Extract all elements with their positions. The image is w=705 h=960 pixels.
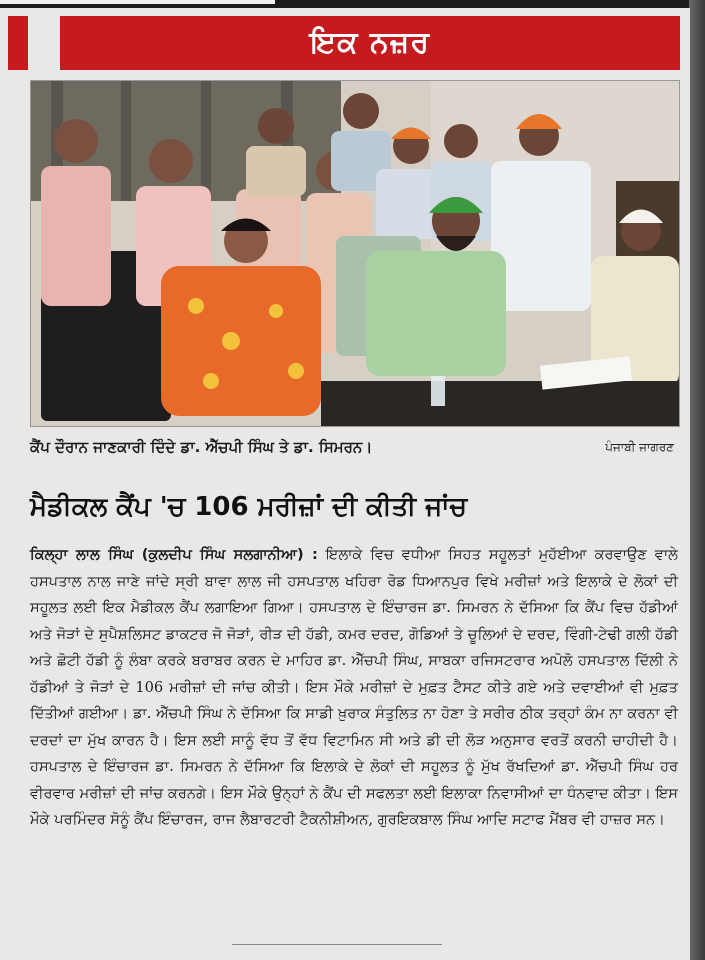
article-dateline: ਕਿਲ੍ਹਾ ਲਾਲ ਸਿੰਘ (ਕੁਲਦੀਪ ਸਿੰਘ ਸਲਗਾਨੀਆ) : xyxy=(30,546,318,563)
article-body xyxy=(30,542,678,834)
section-header xyxy=(8,16,680,70)
end-rule xyxy=(232,944,442,945)
header-gap xyxy=(28,16,60,70)
top-bar xyxy=(0,0,705,8)
article-headline: ਮੈਡੀਕਲ ਕੈਂਪ 'ਚ 106 ਮਰੀਜ਼ਾਂ ਦੀ ਕੀਤੀ ਜਾਂਚ xyxy=(30,492,468,522)
newspaper-clipping xyxy=(0,8,690,960)
page-edge xyxy=(689,0,705,960)
caption-row xyxy=(30,434,678,462)
photo-credit: ਪੰਜਾਬੀ ਜਾਗਰਣ xyxy=(605,440,674,454)
photo-illustration xyxy=(31,81,679,426)
section-title: ਇਕ ਨਜ਼ਰ xyxy=(310,25,430,60)
photo-caption: ਕੈਂਪ ਦੌਰਾਨ ਜਾਣਕਾਰੀ ਦਿੰਦੇ ਡਾ. ਐੱਚਪੀ ਸਿੰਘ ਤੇ ਡਾ. ਸਿਮਰਨ। xyxy=(30,438,373,456)
news-photo xyxy=(30,80,680,427)
top-strip xyxy=(0,0,275,4)
article-text: ਇਲਾਕੇ ਵਿਚ ਵਧੀਆ ਸਿਹਤ ਸਹੂਲਤਾਂ ਮੁਹੱਈਆ ਕਰਵਾਉਣ ਵਾਲੇ ਹਸਪਤਾਲ ਨਾਲ ਜਾਣੇ ਜਾਂਦੇ ਸ੍ਰੀ ਬਾਵਾ ਲਾਲ ਜੀ ਹਸਪਤਾਲ ਖਹਿਰਾ ਰੋਡ ਧਿਆਨਪੁਰ ਵਿਖੇ ਮਰੀਜ਼ਾਂ ਅਤੇ ਇਲਾਕੇ ਦੇ ਲੋਕਾਂ ਦੀ ਸਹੂਲਤ ਲਈ ਇਕ ਮੈਡੀਕਲ ਕੈਂਪ ਲਗਾਇਆ ਗਿਆ। ਹਸਪਤਾਲ ਦੇ ਇੰਚਾਰਜ ਡਾ. ਸਿਮਰਨ ਨੇ ਦੱਸਿਆ ਕਿ ਕੈਂਪ ਵਿਚ ਹੱਡੀਆਂ ਅਤੇ ਜੋੜਾਂ ਦੇ ਸੁਪੈਸ਼ਲਿਸਟ ਡਾਕਟਰ ਜੋ ਜੋੜਾਂ, ਰੀੜ ਦੀ ਹੱਡੀ, ਕਮਰ ਦਰਦ, ਗੋਡਿਆਂ ਤੇ ਚੂਲਿਆਂ ਦੇ ਦਰਦ, ਵਿੰਗੀ-ਟੇਢੀ ਗਲੀ ਹੱਡੀ ਅਤੇ ਛੋਟੀ ਹੱਡੀ ਨੂੰ ਲੰਬਾ ਕਰਕੇ ਬਰਾਬਰ ਕਰਨ ਦੇ ਮਾਹਿਰ ਡਾ. ਐੱਚਪੀ ਸਿੰਘ, ਸਾਬਕਾ ਰਜਿਸਟਰਾਰ ਅਪੋਲੋ ਹਸਪਤਾਲ ਦਿੱਲੀ ਨੇ ਹੱਡੀਆਂ ਤੇ ਜੋੜਾਂ ਦੇ 106 ਮਰੀਜ਼ਾਂ ਦੀ ਜਾਂਚ ਕੀਤੀ। ਇਸ ਮੌਕੇ ਮਰੀਜ਼ਾਂ ਦੇ ਮੁਫ਼ਤ ਟੈਸਟ ਕੀਤੇ ਗਏ ਅਤੇ ਦਵਾਈਆਂ ਵੀ ਮੁਫ਼ਤ ਦਿੱਤੀਆਂ ਗਈਆ। ਡਾ. ਐੱਚਪੀ ਸਿੰਘ ਨੇ ਦੱਸਿਆ ਕਿ ਸਾਡੀ ਖ਼ੁਰਾਕ ਸੰਤੁਲਿਤ ਨਾ ਹੋਣਾ ਤੇ ਸਰੀਰ ਠੀਕ ਤਰ੍ਹਾਂ ਕੰਮ ਨਾ ਕਰਨਾ ਵੀ ਦਰਦਾਂ ਦਾ ਮੁੱਖ ਕਾਰਨ ਹੈ। ਇਸ ਲਈ ਸਾਨੂੰ ਵੱਧ ਤੋਂ ਵੱਧ ਵਿਟਾਮਿਨ ਸੀ ਅਤੇ ਡੀ ਦੀ ਲੋੜ ਅਨੁਸਾਰ ਵਰਤੋਂ ਕਰਨੀ ਚਾਹੀਦੀ ਹੈ। ਹਸਪਤਾਲ ਦੇ ਇੰਚਾਰਜ ਡਾ. ਸਿਮਰਨ ਨੇ ਦੱਸਿਆ ਕਿ ਇਲਾਕੇ ਦੇ ਲੋਕਾਂ ਦੀ ਸਹੂਲਤ ਨੂੰ ਮੁੱਖ ਰੱਖਦਿਆਂ ਡਾ. ਐੱਚਪੀ ਸਿੰਘ ਹਰ ਵੀਰਵਾਰ ਮਰੀਜ਼ਾਂ ਦੀ ਜਾਂਚ ਕਰਨਗੇ। ਇਸ ਮੌਕੇ ਉਨ੍ਹਾਂ ਨੇ ਕੈਂਪ ਦੀ ਸਫਲਤਾ ਲਈ ਇਲਾਕਾ ਨਿਵਾਸੀਆਂ ਦਾ ਧੰਨਵਾਦ ਕੀਤਾ। ਇਸ ਮੌਕੇ ਪਰਮਿੰਦਰ ਸੋਨੂੰ ਕੈਂਪ ਇੰਚਾਰਜ, ਰਾਜ ਲੈਬਾਰਟਰੀ ਟੈਕਨੀਸ਼ੀਅਨ, ਗੁਰਇਕਬਾਲ ਸਿੰਘ ਆਦਿ ਸਟਾਫ ਮੈਂਬਰ ਵੀ ਹਾਜ਼ਰ ਸਨ। xyxy=(30,546,678,828)
